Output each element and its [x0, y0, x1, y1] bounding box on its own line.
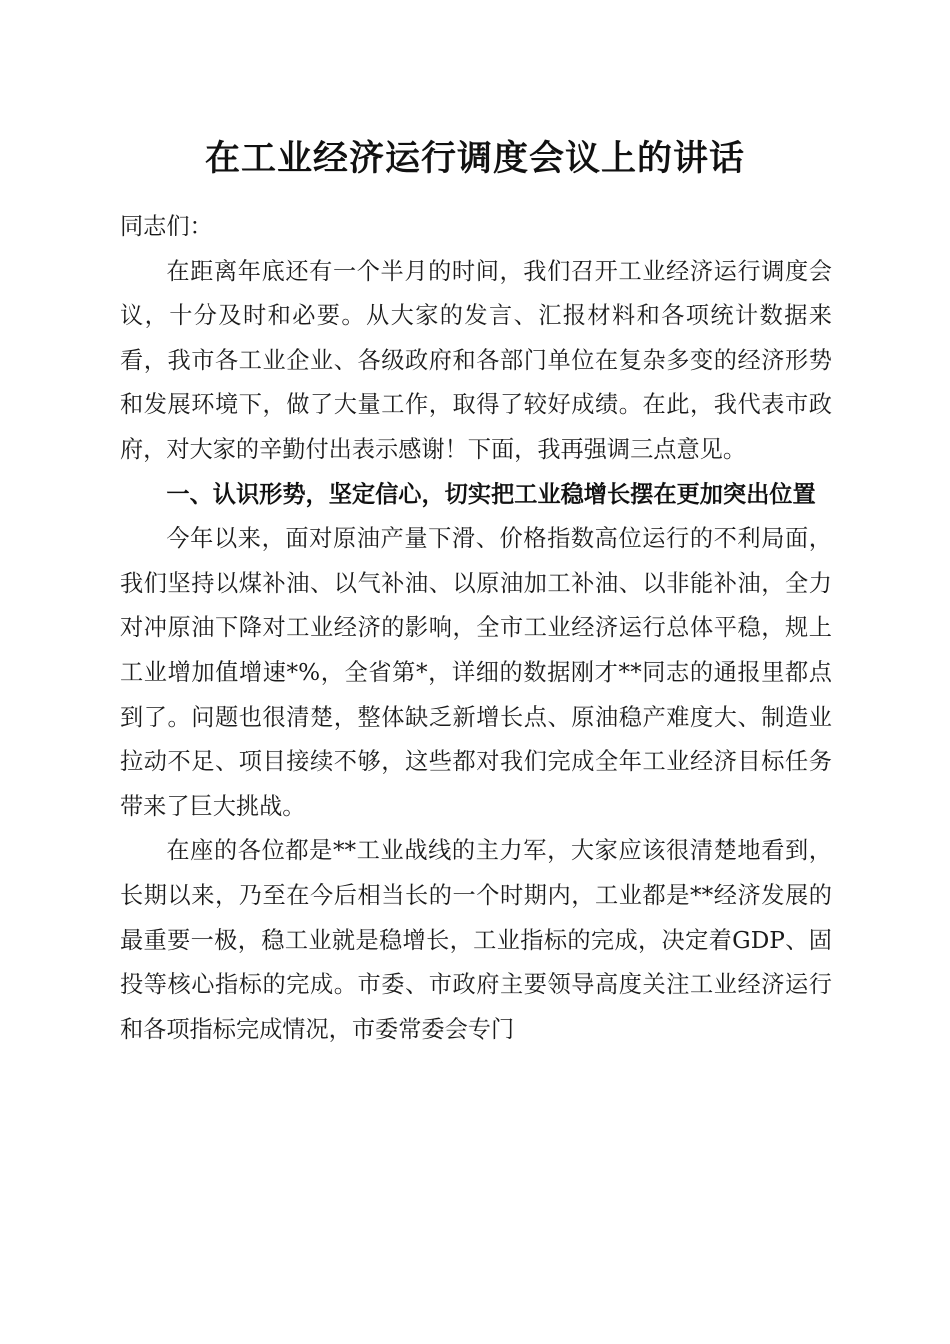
- intro-paragraph: 在距离年底还有一个半月的时间，我们召开工业经济运行调度会议，十分及时和必要。从大家的发言、汇报材料和各项统计数据来看，我市各工业企业、各级政府和各部门单位在复杂多变的经济形势和发展环境下，做了大量工作，取得了较好成绩。在此，我代表市政府，对大家的辛勤付出表示感谢！下面，我再强调三点意见。: [120, 257, 832, 463]
- section-paragraph-1: 今年以来，面对原油产量下滑、价格指数高位运行的不利局面，我们坚持以煤补油、以气补油、以原油加工补油、以非能补油，全力对冲原油下降对工业经济的影响，全市工业经济运行总体平稳，规上工业增加值增速*%，全省第*，详细的数据刚才**同志的通报里都点到了。问题也很清楚，整体缺乏新增长点、原油稳产难度大、制造业拉动不足、项目接续不够，这些都对我们完成全年工业经济目标任务带来了巨大挑战。: [120, 525, 832, 820]
- document-body: [120, 205, 832, 1052]
- section-heading: 一、认识形势，坚定信心，切实把工业稳增长摆在更加突出位置: [166, 480, 816, 508]
- salutation: 同志们：: [120, 213, 213, 240]
- section-paragraph-2: 在座的各位都是**工业战线的主力军，大家应该很清楚地看到，长期以来，乃至在今后相当长的一个时期内，工业都是**经济发展的最重要一极，稳工业就是稳增长，工业指标的完成，决定着GDP、固投等核心指标的完成。市委、市政府主要领导高度关注工业经济运行和各项指标完成情况，市委常委会专门: [120, 837, 832, 1043]
- document-title: 在工业经济运行调度会议上的讲话: [204, 138, 745, 179]
